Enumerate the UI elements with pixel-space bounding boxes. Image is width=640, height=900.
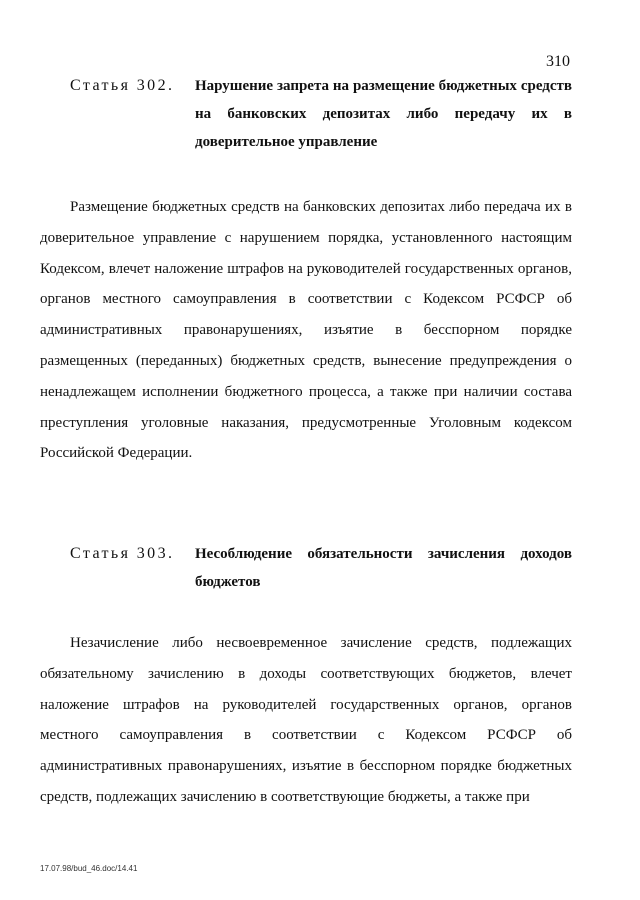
article-heading: [70, 72, 572, 156]
article-title: Несоблюдение обязательности зачисления доходов бюджетов: [195, 546, 572, 590]
article-body: Размещение бюджетных средств на банковских депозитах либо передача их в доверительное управление с нарушением порядка, установленного настоящим Кодексом, влечет наложение штрафов на руководителей государственных органов, органов местного самоуправления в соответствии с Кодексом РСФСР об административных правонарушениях, изъятие в бесспорном порядке размещенных (переданных) бюджетных средств, вынесение предупреждения о ненадлежащем исполнении бюджетного процесса, а также при наличии состава преступления уголовные наказания, предусмотренные Уголовным кодексом Российской Федерации.: [40, 199, 572, 462]
article-body: Незачисление либо несвоевременное зачисление средств, подлежащих обязательному зачислению в доходы соответствующих бюджетов, влечет наложение штрафов на руководителей государственных органов, органов местного самоуправления в соответствии с Кодексом РСФСР об административных правонарушениях, изъятие в бесспорном порядке бюджетных средств, подлежащих зачислению в соответствующие бюджеты, а также при: [40, 635, 572, 805]
page-number: 310: [546, 53, 570, 70]
article-302: [70, 72, 572, 156]
article-303: [70, 540, 572, 596]
file-footer-stamp: 17.07.98/bud_46.doc/14.41: [40, 864, 138, 873]
article-title: Нарушение запрета на размещение бюджетных средств на банковских депозитах либо передачу их в доверительное управление: [195, 78, 572, 150]
article-heading: [70, 540, 572, 596]
article-number: Статья 302.: [70, 77, 175, 94]
article-number: Статья 303.: [70, 545, 175, 562]
